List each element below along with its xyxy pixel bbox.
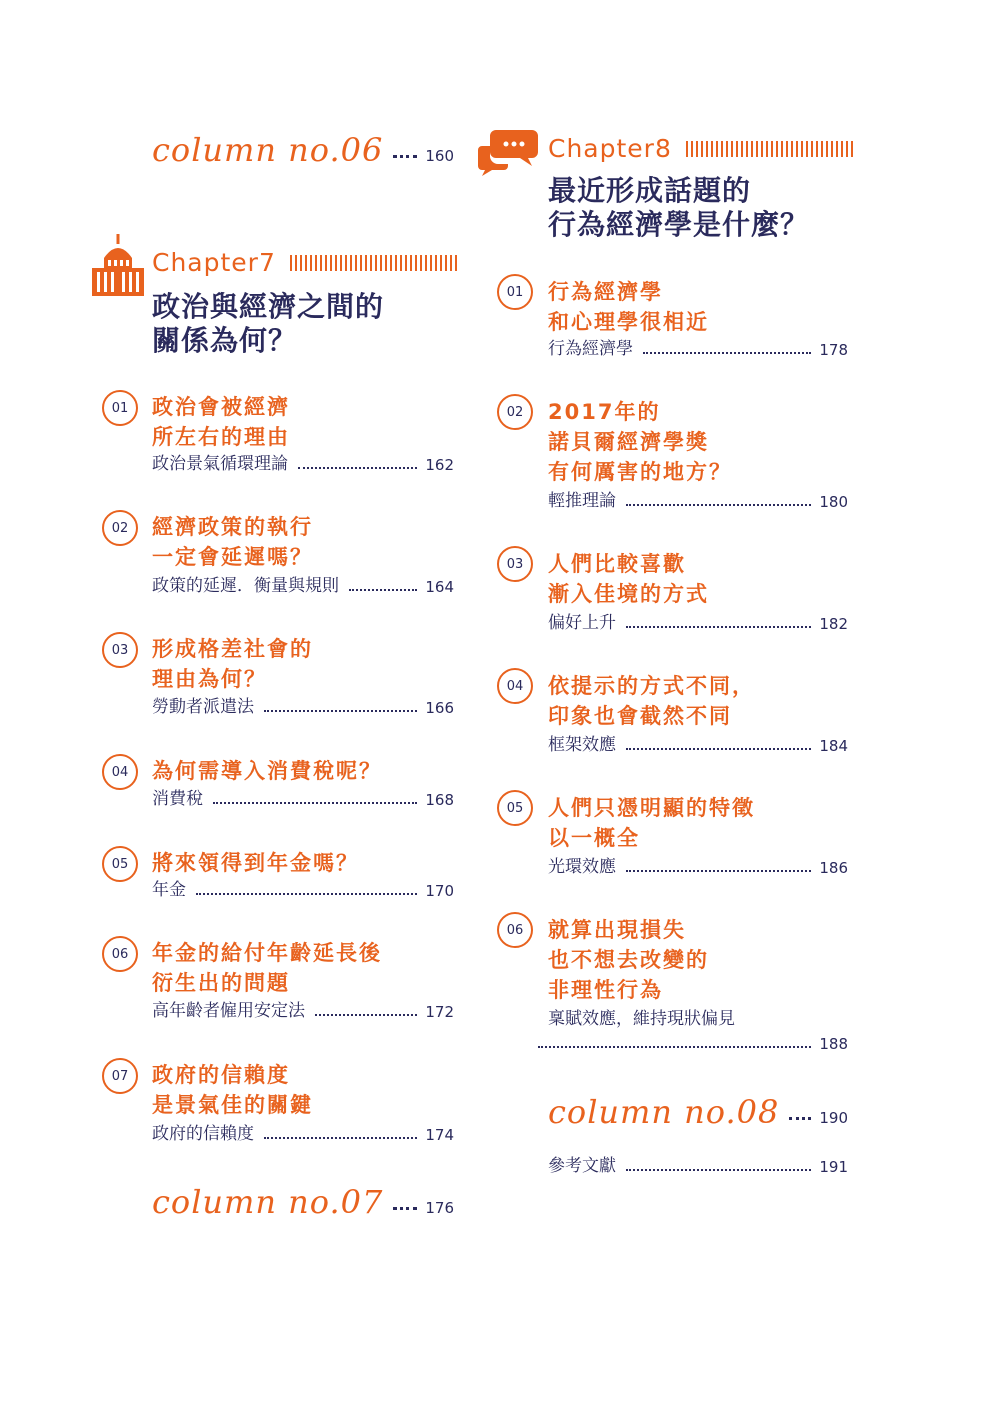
column-06-title: column no.06 — [152, 131, 384, 169]
page-number: 190 — [819, 1109, 848, 1127]
leader-dots — [393, 155, 417, 158]
parliament-building-icon — [90, 232, 146, 298]
entry-sub-row — [548, 615, 848, 632]
entry-number-circle: 04 — [102, 754, 138, 790]
page-number: 160 — [425, 147, 454, 165]
leader-dots — [349, 589, 417, 591]
chapter7-header — [152, 250, 460, 275]
entry-subtitle: 政策的延遲．衡量與規則 — [152, 576, 339, 596]
entry-sub-row — [152, 1003, 454, 1020]
entry-title: 形成格差社會的 理由為何？ — [152, 637, 313, 691]
leader-dots — [643, 352, 811, 354]
column-08-title: column no.08 — [548, 1093, 780, 1131]
page-number: 168 — [425, 791, 454, 809]
chapter-title-line: 政治與經濟之間的 — [152, 290, 385, 323]
leader-dots — [538, 1046, 811, 1048]
leader-dots — [196, 893, 417, 895]
entry-sub-row — [152, 456, 454, 473]
entry-number-circle: 05 — [102, 846, 138, 882]
entry-number-circle: 05 — [497, 790, 533, 826]
page-number: 174 — [425, 1126, 454, 1144]
entry-number-circle: 03 — [102, 632, 138, 668]
column-08-row[interactable] — [548, 1093, 848, 1131]
entry-title: 政府的信賴度 是景氣佳的關鍵 — [152, 1063, 313, 1117]
leader-dots — [264, 1137, 417, 1139]
entry-number-circle: 02 — [102, 510, 138, 546]
column-07-row[interactable] — [152, 1183, 454, 1221]
page-number: 188 — [819, 1035, 848, 1053]
entry-sub-row — [538, 1037, 848, 1052]
entry-sub-row — [152, 1126, 454, 1143]
leader-dots — [264, 710, 417, 712]
column-06-row[interactable] — [152, 131, 454, 169]
entry-subtitle: 高年齡者僱用安定法 — [152, 1001, 305, 1021]
leader-dots — [393, 1207, 417, 1210]
entry-title: 就算出現損失 也不想去改變的 非理性行為 — [548, 918, 709, 1002]
leader-dots — [626, 504, 811, 506]
entry-sub-row — [152, 578, 454, 595]
entry-number-circle: 06 — [102, 936, 138, 972]
page-number: 186 — [819, 859, 848, 877]
entry-subtitle: 勞動者派遣法 — [152, 697, 254, 717]
entry-number-circle: 03 — [497, 546, 533, 582]
references-label: 參考文獻 — [548, 1156, 616, 1176]
entry-number-circle: 02 — [497, 394, 533, 430]
entry-title: 將來領得到年金嗎？ — [152, 851, 359, 875]
leader-dots — [626, 748, 811, 750]
entry-subtitle: 偏好上升 — [548, 613, 616, 633]
entry-subtitle: 年金 — [152, 880, 186, 900]
page-number: 176 — [425, 1199, 454, 1217]
entry-subtitle: 稟賦效應，維持現狀偏見 — [548, 1009, 735, 1029]
chapter7-title — [152, 290, 384, 358]
entry-title: 人們比較喜歡 漸入佳境的方式 — [548, 552, 709, 606]
entry-subtitle: 框架效應 — [548, 735, 616, 755]
chapter-bars — [686, 141, 856, 157]
entry-title: 依提示的方式不同， 印象也會截然不同 — [548, 674, 755, 728]
leader-dots — [298, 467, 417, 469]
entry-number-circle: 07 — [102, 1058, 138, 1094]
chapter-title-line: 關係為何？ — [152, 324, 298, 357]
leader-dots — [315, 1014, 417, 1016]
entry-number-circle: 06 — [497, 912, 533, 948]
page-number: 178 — [819, 341, 848, 359]
page-number: 166 — [425, 699, 454, 717]
entry-number-circle: 01 — [497, 274, 533, 310]
chapter8-title — [548, 174, 809, 242]
leader-dots — [626, 870, 811, 872]
entry-title: 政治會被經濟 所左右的理由 — [152, 395, 290, 449]
column-07-title: column no.07 — [152, 1183, 384, 1221]
entry-subtitle: 輕推理論 — [548, 491, 616, 511]
page-number: 180 — [819, 493, 848, 511]
entry-sub-row — [548, 859, 848, 876]
entry-sub-row — [152, 882, 454, 899]
entry-sub-row — [152, 791, 454, 808]
entry-title: 人們只憑明顯的特徵 以一概全 — [548, 796, 755, 850]
entry-subtitle: 政府的信賴度 — [152, 1124, 254, 1144]
leader-dots — [789, 1117, 811, 1120]
page-number: 164 — [425, 578, 454, 596]
entry-sub-row — [548, 493, 848, 510]
leader-dots — [213, 802, 417, 804]
chapter-title-line: 行為經濟學是什麼？ — [548, 208, 810, 241]
page-number: 172 — [425, 1003, 454, 1021]
page-number: 170 — [425, 882, 454, 900]
chapter8-header — [548, 136, 856, 161]
leader-dots — [626, 1169, 811, 1171]
entry-title: 年金的給付年齡延長後 衍生出的問題 — [152, 941, 382, 995]
page-number: 162 — [425, 456, 454, 474]
page-number: 182 — [819, 615, 848, 633]
entry-subtitle: 消費稅 — [152, 789, 203, 809]
entry-subtitle: 政治景氣循環理論 — [152, 454, 288, 474]
entry-title: 行為經濟學 和心理學很相近 — [548, 280, 709, 334]
chapter-label: Chapter7 — [152, 248, 276, 277]
speech-bubbles-icon — [478, 126, 540, 176]
entry-subtitle: 行為經濟學 — [548, 339, 633, 359]
entry-title: 2017年的 諾貝爾經濟學獎 有何厲害的地方？ — [548, 400, 732, 484]
entry-title: 經濟政策的執行 一定會延遲嗎？ — [152, 515, 313, 569]
references-row[interactable] — [548, 1158, 848, 1175]
page-number: 184 — [819, 737, 848, 755]
entry-sub-row — [152, 699, 454, 716]
entry-title: 為何需導入消費稅呢？ — [152, 759, 382, 783]
page-number: 191 — [819, 1158, 848, 1176]
entry-subtitle: 光環效應 — [548, 857, 616, 877]
leader-dots — [626, 626, 811, 628]
entry-sub-row — [548, 341, 848, 358]
chapter-bars — [290, 255, 460, 271]
entry-sub-row — [548, 737, 848, 754]
chapter-title-line: 最近形成話題的 — [548, 174, 752, 207]
entry-number-circle: 01 — [102, 390, 138, 426]
chapter-label: Chapter8 — [548, 134, 672, 163]
entry-number-circle: 04 — [497, 668, 533, 704]
